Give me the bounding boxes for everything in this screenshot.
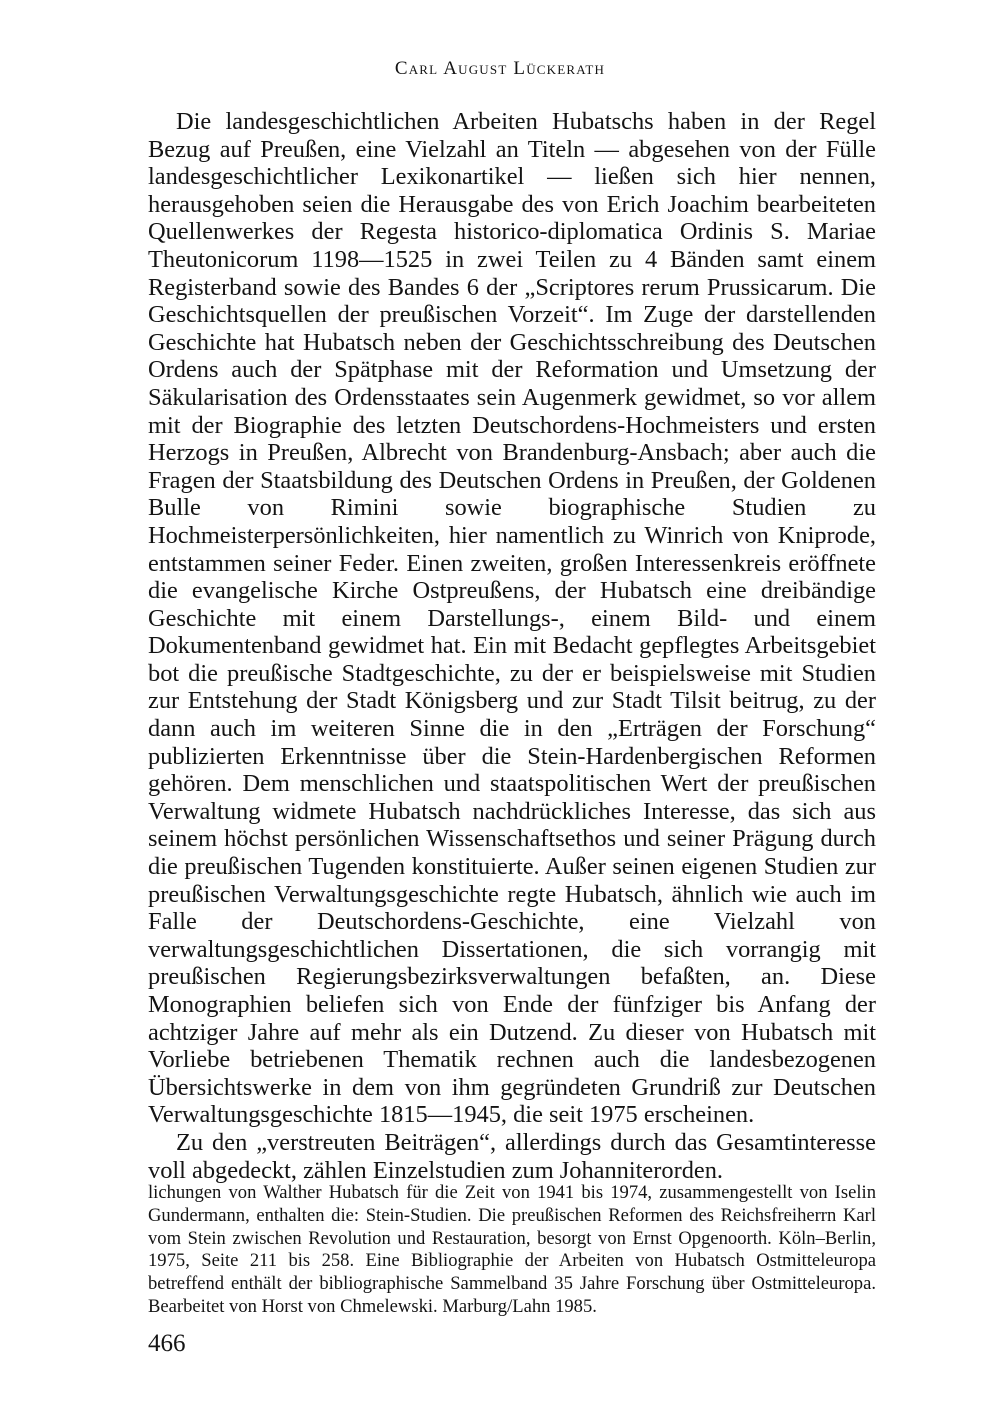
footnote: lichungen von Walther Hubatsch für die Zeit von 1941 bis 1974, zusammengestellt von Iselin Gundermann, enthalten die: Stein-Studien. Die preußischen Reformen des Reichsfreiherrn Karl vom Stein zwischen Revolution und Restauration, besorgt von Ernst Opgenoorth. Köln–Berlin, 1975, Seite 211 bis 258. Eine Bibliographie der Arbeiten von Hubatsch Ostmitteleuropa betreffend enthält der bibliographische Sammelband 35 Jahre Forschung über Ostmitteleuropa. Bearbeitet von Horst von Chmelewski. Marburg/Lahn 1985. (148, 1182, 876, 1317)
body-paragraph-2: Zu den „verstreuten Beiträgen“, allerdings durch das Gesamtinteresse voll abgedeckt, zählen Einzelstudien zum Johanniterorden. (148, 1128, 876, 1184)
page-number: 466 (148, 1330, 186, 1357)
body-text (148, 108, 876, 1184)
running-head: Carl August Lückerath (394, 58, 606, 79)
body-paragraph-1: Die landesgeschichtlichen Arbeiten Hubatschs haben in der Regel Bezug auf Preußen, eine Vielzahl an Titeln — abgesehen von der Fülle landesgeschichtlicher Lexikonartikel — ließen sich hier nennen, herausgehoben seien die Herausgabe des von Erich Joachim bearbeiteten Quellenwerkes der Regesta historico-diplomatica Ordinis S. Mariae Theutonicorum 1198—1525 in zwei Teilen zu 4 Bänden samt einem Registerband sowie des Bandes 6 der „Scriptores rerum Prussicarum. Die Geschichtsquellen der preußischen Vorzeit“. Im Zuge der darstellenden Geschichte hat Hubatsch neben der Geschichtsschreibung des Deutschen Ordens auch der Spätphase mit der Reformation und Umsetzung der Säkularisation des Ordensstaates sein Augenmerk gewidmet, so vor allem mit der Biographie des letzten Deutschordens-Hochmeisters und ersten Herzogs in Preußen, Albrecht von Brandenburg-Ansbach; aber auch die Fragen der Staatsbildung des Deutschen Ordens in Preußen, der Goldenen Bulle von Rimini sowie biographische Studien zu Hochmeisterpersönlichkeiten, hier namentlich zu Winrich von Kniprode, entstammen seiner Feder. Einen zweiten, großen Interessenkreis eröffnete die evangelische Kirche Ostpreußens, der Hubatsch eine dreibändige Geschichte mit einem Darstellungs-, einem Bild- und einem Dokumentenband gewidmet hat. Ein mit Bedacht gepflegtes Arbeitsgebiet bot die preußische Stadtgeschichte, zu der er beispielsweise mit Studien zur Entstehung der Stadt Königsberg und zur Stadt Tilsit beitrug, zu der dann auch im weiteren Sinne die in den „Erträgen der Forschung“ publizierten Erkenntnisse über die Stein-Hardenbergischen Reformen gehören. Dem menschlichen und staatspolitischen Wert der preußischen Verwaltung widmete Hubatsch nachdrückliches Interesse, das sich aus seinem höchst persönlichen Wissenschaftsethos und seiner Prägung durch die preußischen Tugenden konstituierte. Außer seinen eigenen Studien zur preußischen Verwaltungsgeschichte regte Hubatsch, ähnlich wie auch im Falle der Deutschordens-Geschichte, eine Vielzahl von verwaltungsgeschichtlichen Dissertationen, die sich vorrangig mit preußischen Regierungsbezirksverwaltungen befaßten, an. Diese Monographien beliefen sich von Ende der fünfziger bis Anfang der achtziger Jahre auf mehr als ein Dutzend. Zu dieser von Hubatsch mit Vorliebe betriebenen Thematik rechnen auch die landesbezogenen Übersichtswerke in dem von ihm gegründeten Grundriß zur Deutschen Verwaltungsgeschichte 1815—1945, die seit 1975 erscheinen. (148, 108, 876, 1129)
